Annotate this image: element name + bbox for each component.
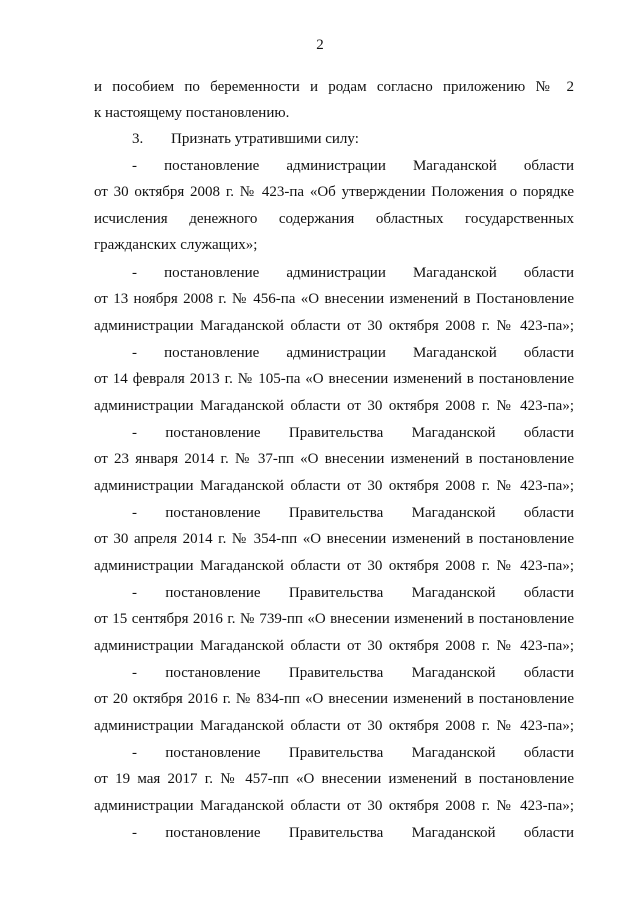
text-line: - постановление администрации Магаданской области xyxy=(132,265,574,281)
text-line: от 30 октября 2008 г. № 423-па «Об утверждении Положения о порядке xyxy=(94,184,574,200)
text-line: от 20 октября 2016 г. № 834-пп «О внесении изменений в постановление xyxy=(94,691,574,707)
text-line: - постановление Правительства Магаданской области xyxy=(132,745,574,761)
text-line: - постановление Правительства Магаданской области xyxy=(132,505,574,521)
text-line: гражданских служащих»; xyxy=(94,237,258,253)
text-line: - постановление Правительства Магаданской области xyxy=(132,665,574,681)
text-line: от 13 ноября 2008 г. № 456-па «О внесении изменений в Постановление xyxy=(94,291,574,307)
item-number: 3. xyxy=(132,131,144,147)
text-line: администрации Магаданской области от 30 октября 2008 г. № 423-па»; xyxy=(94,638,574,654)
text-line: - постановление администрации Магаданской области xyxy=(132,345,574,361)
text-line: от 14 февраля 2013 г. № 105-па «О внесении изменений в постановление xyxy=(94,371,574,387)
text-line: - постановление Правительства Магаданской области xyxy=(132,825,574,841)
text-line: - постановление администрации Магаданской области xyxy=(132,158,574,174)
item-heading: Признать утратившими силу: xyxy=(171,131,359,147)
text-line: - постановление Правительства Магаданской области xyxy=(132,585,574,601)
text-line: исчисления денежного содержания областных государственных xyxy=(94,211,574,227)
text-line: от 30 апреля 2014 г. № 354-пп «О внесении изменений в постановление xyxy=(94,531,574,547)
text-line: администрации Магаданской области от 30 октября 2008 г. № 423-па»; xyxy=(94,318,574,334)
text-line: администрации Магаданской области от 30 октября 2008 г. № 423-па»; xyxy=(94,478,574,494)
text-line: от 19 мая 2017 г. № 457-пп «О внесении изменений в постановление xyxy=(94,771,574,787)
text-line: от 23 января 2014 г. № 37-пп «О внесении изменений в постановление xyxy=(94,451,574,467)
text-line: администрации Магаданской области от 30 октября 2008 г. № 423-па»; xyxy=(94,398,574,414)
text-line: и пособием по беременности и родам согласно приложению № 2 xyxy=(94,79,574,95)
text-line: администрации Магаданской области от 30 октября 2008 г. № 423-па»; xyxy=(94,558,574,574)
text-line: от 15 сентября 2016 г. № 739-пп «О внесении изменений в постановление xyxy=(94,611,574,627)
page-number: 2 xyxy=(316,37,324,53)
text-line: к настоящему постановлению. xyxy=(94,105,290,121)
text-line: администрации Магаданской области от 30 октября 2008 г. № 423-па»; xyxy=(94,798,574,814)
text-line: - постановление Правительства Магаданской области xyxy=(132,425,574,441)
text-line: администрации Магаданской области от 30 октября 2008 г. № 423-па»; xyxy=(94,718,574,734)
